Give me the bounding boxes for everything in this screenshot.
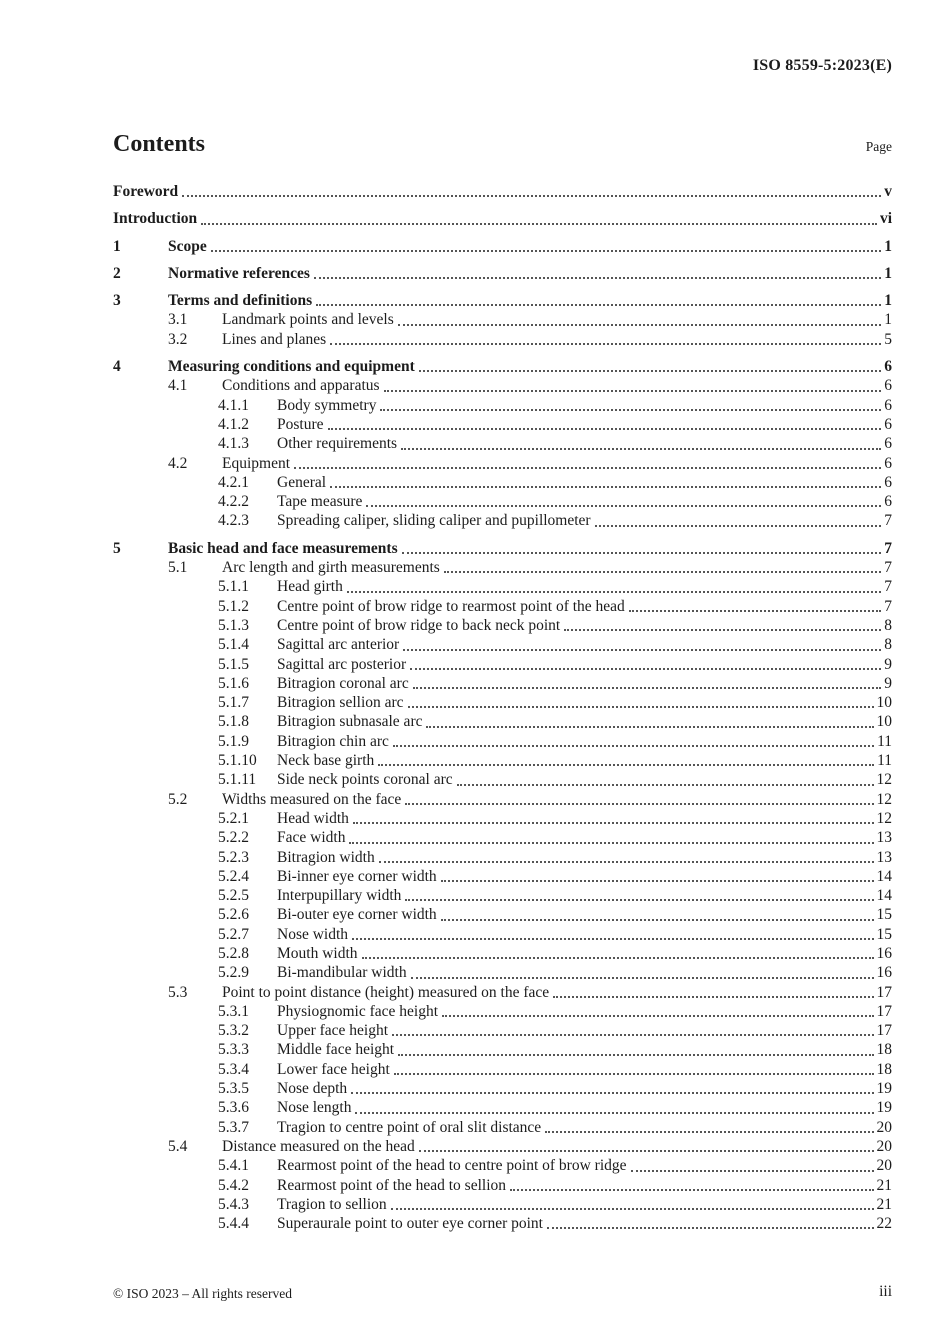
toc-entry[interactable] (113, 712, 892, 731)
toc-entry-title: Equipment (222, 454, 291, 472)
dotted-leader (553, 996, 873, 998)
toc-entry-page-number: 21 (876, 1195, 892, 1213)
dotted-leader (408, 706, 874, 708)
toc-entry-title: Centre point of brow ridge to back neck point (277, 616, 561, 634)
toc-entry-title: Tragion to centre point of oral slit distance (277, 1118, 542, 1136)
toc-entry-page-number: 6 (884, 396, 892, 414)
toc-entry-page-number: 19 (876, 1099, 892, 1117)
toc-entry-number: 5.2.1 (218, 809, 249, 827)
toc-entry-title: Tragion to sellion (277, 1195, 387, 1213)
toc-entry-page-number: 20 (876, 1157, 892, 1175)
toc-entry-title: Sagittal arc anterior (277, 636, 400, 654)
toc-entry[interactable] (113, 1118, 892, 1137)
toc-entry-number: 5.2 (168, 790, 188, 808)
toc-entry[interactable] (113, 848, 892, 867)
toc-entry[interactable] (113, 905, 892, 924)
toc-entry[interactable] (113, 492, 892, 511)
toc-entry[interactable] (113, 983, 892, 1002)
toc-entry-number: 5.2.7 (218, 925, 249, 943)
toc-entry-title: Distance measured on the head (222, 1137, 415, 1155)
toc-entry-number: 5.4.3 (218, 1195, 249, 1213)
dotted-leader (316, 304, 881, 306)
toc-entry-number: 5.2.9 (218, 964, 249, 982)
toc-entry-number: 5.1.1 (218, 578, 249, 596)
toc-entry-title: Posture (277, 415, 324, 433)
dotted-leader (366, 505, 881, 507)
dotted-leader (351, 1092, 873, 1094)
toc-entry-number: 4.2.3 (218, 512, 249, 530)
dotted-leader (384, 390, 882, 392)
dotted-leader (442, 1015, 874, 1017)
toc-entry[interactable] (113, 209, 892, 228)
toc-entry[interactable] (113, 828, 892, 847)
toc-entry-title: Neck base girth (277, 752, 375, 770)
toc-entry[interactable] (113, 1079, 892, 1098)
toc-entry[interactable] (113, 473, 892, 492)
toc-entry[interactable] (113, 182, 892, 201)
toc-entry-page-number: 16 (876, 964, 892, 982)
toc-entry[interactable] (113, 1060, 892, 1079)
toc-entry-number: 5.2.3 (218, 848, 249, 866)
dotted-leader (380, 409, 881, 411)
dotted-leader (355, 1112, 873, 1114)
toc-entry[interactable] (113, 330, 892, 349)
toc-entry-title: Bi-inner eye corner width (277, 867, 437, 885)
dotted-leader (378, 764, 874, 766)
dotted-leader (182, 195, 881, 197)
toc-entry-page-number: 15 (876, 906, 892, 924)
toc-entry-title: Other requirements (277, 435, 398, 453)
toc-entry-number: 5.1.8 (218, 713, 249, 731)
dotted-leader (402, 552, 882, 554)
toc-entry-number: 4.2 (168, 454, 188, 472)
dotted-leader (349, 842, 873, 844)
toc-entry-page-number: 6 (884, 473, 892, 491)
dotted-leader (410, 668, 881, 670)
toc-entry[interactable] (113, 597, 892, 616)
toc-entry-page-number: 18 (876, 1060, 892, 1078)
dotted-leader (347, 591, 881, 593)
toc-list (113, 174, 892, 1233)
dotted-leader (510, 1189, 873, 1191)
toc-entry[interactable] (113, 770, 892, 789)
folio-page-number: iii (879, 1283, 892, 1300)
toc-entry-title: Tape measure (277, 493, 363, 511)
toc-entry-number: 5 (113, 539, 121, 557)
toc-entry[interactable] (113, 790, 892, 809)
toc-entry-number: 4.1 (168, 377, 188, 395)
toc-entry-number: 3.1 (168, 311, 188, 329)
toc-entry[interactable] (113, 1040, 892, 1059)
toc-entry-title: Rearmost point of the head to sellion (277, 1176, 507, 1194)
toc-entry[interactable] (113, 264, 892, 283)
toc-entry[interactable] (113, 396, 892, 415)
dotted-leader (314, 277, 881, 279)
toc-entry-page-number: 12 (876, 809, 892, 827)
toc-entry[interactable] (113, 886, 892, 905)
toc-entry-title: Nose width (277, 925, 349, 943)
toc-entry-number: 5.1.11 (218, 771, 257, 789)
toc-entry-title: Interpupillary width (277, 887, 402, 905)
toc-entry[interactable] (113, 1214, 892, 1233)
toc-entry-number: 5.2.2 (218, 829, 249, 847)
toc-entry-number: 5.1.3 (218, 616, 249, 634)
toc-entry-number: 5.2.4 (218, 867, 249, 885)
dotted-leader (201, 223, 877, 225)
dotted-leader (405, 803, 873, 805)
toc-entry-page-number: 15 (876, 925, 892, 943)
toc-entry-page-number: 6 (884, 358, 892, 376)
toc-entry-title: Bitragion width (277, 848, 375, 866)
toc-entry[interactable] (113, 616, 892, 635)
toc-entry-page-number: 12 (876, 771, 892, 789)
toc-entry-page-number: 9 (884, 655, 892, 673)
toc-entry-page-number: 7 (884, 559, 892, 577)
dotted-leader (403, 649, 881, 651)
toc-entry[interactable] (113, 376, 892, 395)
copyright-notice: © ISO 2023 – All rights reserved (113, 1286, 292, 1301)
toc-entry[interactable] (113, 1176, 892, 1195)
toc-entry-title: Lower face height (277, 1060, 390, 1078)
toc-entry-number: 5.3.3 (218, 1041, 249, 1059)
toc-entry-page-number: 22 (876, 1215, 892, 1233)
toc-entry-number: 5.4.1 (218, 1157, 249, 1175)
toc-entry-number: 5.1.4 (218, 636, 249, 654)
toc-entry[interactable] (113, 674, 892, 693)
dotted-leader (393, 745, 874, 747)
toc-entry-title: Terms and definitions (168, 292, 313, 310)
toc-entry-number: 5.2.5 (218, 887, 249, 905)
toc-entry-title: Arc length and girth measurements (222, 559, 440, 577)
toc-entry-page-number: 21 (876, 1176, 892, 1194)
toc-entry-title: Upper face height (277, 1022, 389, 1040)
toc-entry-number: 5.2.6 (218, 906, 249, 924)
dotted-leader (419, 370, 881, 372)
toc-entry[interactable] (113, 577, 892, 596)
toc-entry-number: 1 (113, 237, 121, 255)
toc-entry-title: Physiognomic face height (277, 1002, 438, 1020)
toc-entry-title: Face width (277, 829, 346, 847)
toc-entry[interactable] (113, 732, 892, 751)
dotted-leader (379, 861, 874, 863)
toc-entry-number: 5.1.6 (218, 674, 249, 692)
dotted-leader (352, 938, 873, 940)
dotted-leader (457, 784, 874, 786)
toc-entry-title: Head width (277, 809, 349, 827)
toc-entry-title: Measuring conditions and equipment (168, 358, 415, 376)
toc-entry-page-number: 5 (884, 330, 892, 348)
toc-entry-title: Lines and planes (222, 330, 327, 348)
toc-entry[interactable] (113, 1137, 892, 1156)
toc-entry[interactable] (113, 655, 892, 674)
dotted-leader (441, 919, 874, 921)
toc-entry-title: Bitragion subnasale arc (277, 713, 423, 731)
dotted-leader (211, 250, 882, 252)
toc-entry-page-number: vi (879, 210, 892, 228)
toc-entry-number: 4.2.2 (218, 493, 249, 511)
toc-entry-title: Spreading caliper, sliding caliper and pupillometer (277, 512, 591, 530)
toc-entry-number: 5.1 (168, 559, 188, 577)
toc-entry-number: 5.1.7 (218, 694, 249, 712)
contents-header (113, 131, 892, 158)
toc-entry-page-number: 6 (884, 377, 892, 395)
dotted-leader (391, 1208, 874, 1210)
toc-entry-page-number: 7 (884, 539, 892, 557)
toc-entry-title: Basic head and face measurements (168, 539, 398, 557)
dotted-leader (631, 1170, 874, 1172)
toc-entry-page-number: 11 (877, 732, 892, 750)
dotted-leader (441, 880, 874, 882)
toc-entry[interactable] (113, 237, 892, 256)
toc-entry[interactable] (113, 1195, 892, 1214)
toc-entry[interactable] (113, 693, 892, 712)
toc-entry-title: Body symmetry (277, 396, 377, 414)
toc-entry-title: Superaurale point to outer eye corner point (277, 1215, 543, 1233)
toc-entry-number: 4.1.3 (218, 435, 249, 453)
dotted-leader (294, 467, 881, 469)
dotted-leader (405, 899, 873, 901)
toc-entry-title: Nose depth (277, 1080, 348, 1098)
page-column-label: Page (865, 139, 892, 154)
toc-entry-page-number: 20 (876, 1137, 892, 1155)
dotted-leader (547, 1227, 874, 1229)
dotted-leader (392, 1034, 873, 1036)
toc-entry-page-number: 20 (876, 1118, 892, 1136)
toc-entry-number: 5.1.2 (218, 597, 249, 615)
toc-entry-number: 5.1.10 (218, 752, 257, 770)
toc-entry-title: Bi-mandibular width (277, 964, 407, 982)
toc-entry-page-number: 17 (876, 1022, 892, 1040)
toc-entry-title: Sagittal arc posterior (277, 655, 407, 673)
toc-entry-title: Bitragion chin arc (277, 732, 389, 750)
toc-entry-page-number: 1 (884, 311, 892, 329)
toc-entry-page-number: 10 (876, 713, 892, 731)
toc-entry-number: 5.3.1 (218, 1002, 249, 1020)
toc-entry[interactable] (113, 454, 892, 473)
toc-entry[interactable] (113, 809, 892, 828)
toc-entry-number: 5.1.9 (218, 732, 249, 750)
toc-entry-number: 5.4 (168, 1137, 188, 1155)
dotted-leader (419, 1150, 874, 1152)
toc-entry-title: Introduction (113, 210, 198, 228)
toc-entry-title: Normative references (168, 264, 310, 282)
toc-entry-page-number: 1 (884, 264, 892, 282)
toc-entry-title: Widths measured on the face (222, 790, 402, 808)
toc-entry-page-number: 19 (876, 1080, 892, 1098)
toc-entry-title: Bitragion sellion arc (277, 694, 404, 712)
toc-entry[interactable] (113, 751, 892, 770)
toc-entry-page-number: 6 (884, 493, 892, 511)
toc-entry-page-number: 14 (876, 887, 892, 905)
dotted-leader (353, 822, 874, 824)
toc-entry-number: 5.1.5 (218, 655, 249, 673)
contents-title: Contents (113, 131, 206, 157)
toc-entry-title: Foreword (113, 183, 179, 200)
toc-entry-number: 5.3.5 (218, 1080, 249, 1098)
dotted-leader (411, 977, 874, 979)
toc-entry[interactable] (113, 511, 892, 530)
toc-entry-page-number: 8 (884, 636, 892, 654)
toc-entry-page-number: 14 (876, 867, 892, 885)
toc-entry-number: 5.3.7 (218, 1118, 249, 1136)
toc-entry[interactable] (113, 291, 892, 310)
toc-entry-title: Bitragion coronal arc (277, 674, 409, 692)
toc-entry-page-number: 11 (877, 752, 892, 770)
toc-entry-page-number: 6 (884, 454, 892, 472)
toc-entry-page-number: 1 (884, 292, 892, 310)
toc-entry-page-number: 13 (876, 848, 892, 866)
toc-entry-title: Landmark points and levels (222, 311, 394, 329)
toc-entry-title: Nose length (277, 1099, 352, 1117)
toc-entry-number: 4 (113, 358, 121, 376)
toc-entry-number: 5.4.2 (218, 1176, 249, 1194)
toc-entry-number: 5.2.8 (218, 944, 249, 962)
toc-entry[interactable] (113, 963, 892, 982)
toc-entry-page-number: 18 (876, 1041, 892, 1059)
toc-entry-page-number: 13 (876, 829, 892, 847)
toc-entry-page-number: 9 (884, 674, 892, 692)
toc-entry-page-number: 1 (884, 237, 892, 255)
dotted-leader (330, 343, 881, 345)
toc-entry-page-number: 10 (876, 694, 892, 712)
toc-entry[interactable] (113, 1002, 892, 1021)
toc-entry-number: 4.1.2 (218, 415, 249, 433)
toc-entry[interactable] (113, 415, 892, 434)
toc-entry-number: 5.4.4 (218, 1215, 249, 1233)
toc-entry-number: 4.2.1 (218, 473, 249, 491)
toc-entry[interactable] (113, 925, 892, 944)
toc-entry-number: 5.3.2 (218, 1022, 249, 1040)
toc-entry-page-number: 7 (884, 512, 892, 530)
toc-entry-title: General (277, 473, 327, 491)
toc-entry-number: 5.3 (168, 983, 188, 1001)
toc-entry-page-number: 17 (876, 1002, 892, 1020)
toc-entry-number: 2 (113, 264, 121, 282)
toc-entry-number: 3.2 (168, 330, 188, 348)
dotted-leader (394, 1073, 874, 1075)
toc-entry-page-number: 8 (884, 616, 892, 634)
toc-entry-title: Rearmost point of the head to centre point of brow ridge (277, 1157, 627, 1175)
toc-entry-page-number: 7 (884, 597, 892, 615)
dotted-leader (398, 1054, 873, 1056)
toc-entry-title: Centre point of brow ridge to rearmost point of the head (277, 597, 625, 615)
toc-entry[interactable] (113, 1098, 892, 1117)
toc-entry-page-number: 17 (876, 983, 892, 1001)
toc-entry[interactable] (113, 434, 892, 453)
document-reference: ISO 8559-5:2023(E) (752, 57, 892, 74)
toc-entry-title: Head girth (277, 578, 343, 596)
dotted-leader (444, 571, 881, 573)
dotted-leader (328, 428, 882, 430)
dotted-leader (595, 525, 882, 527)
toc-entry-number: 4.1.1 (218, 396, 249, 414)
toc-entry[interactable] (113, 1021, 892, 1040)
dotted-leader (545, 1131, 873, 1133)
toc-entry-title: Middle face height (277, 1041, 395, 1059)
toc-entry[interactable] (113, 539, 892, 558)
toc-entry[interactable] (113, 558, 892, 577)
dotted-leader (401, 448, 881, 450)
toc-entry-number: 3 (113, 292, 121, 310)
dotted-leader (629, 610, 881, 612)
toc-entry-page-number: 6 (884, 435, 892, 453)
dotted-leader (330, 486, 881, 488)
toc-entry-page-number: 12 (876, 790, 892, 808)
dotted-leader (426, 726, 873, 728)
toc-entry-page-number: 6 (884, 415, 892, 433)
toc-entry-page-number: v (884, 183, 892, 200)
toc-entry[interactable] (113, 867, 892, 886)
toc-entry[interactable] (113, 310, 892, 329)
toc-entry[interactable] (113, 1156, 892, 1175)
dotted-leader (362, 957, 874, 959)
dotted-leader (413, 687, 882, 689)
toc-entry[interactable] (113, 635, 892, 654)
toc-entry-title: Mouth width (277, 944, 358, 962)
dotted-leader (398, 324, 882, 326)
toc-entry-number: 5.3.4 (218, 1060, 249, 1078)
toc-entry-title: Bi-outer eye corner width (277, 906, 437, 924)
toc-entry-title: Scope (168, 237, 207, 255)
toc-entry-number: 5.3.6 (218, 1099, 249, 1117)
toc-entry-title: Conditions and apparatus (222, 377, 380, 395)
toc-entry[interactable] (113, 357, 892, 376)
toc-entry-title: Side neck points coronal arc (277, 771, 453, 789)
dotted-leader (564, 629, 881, 631)
toc-entry[interactable] (113, 944, 892, 963)
toc-entry-title: Point to point distance (height) measured on the face (222, 983, 550, 1001)
toc-entry-page-number: 16 (876, 944, 892, 962)
toc-entry-page-number: 7 (884, 578, 892, 596)
